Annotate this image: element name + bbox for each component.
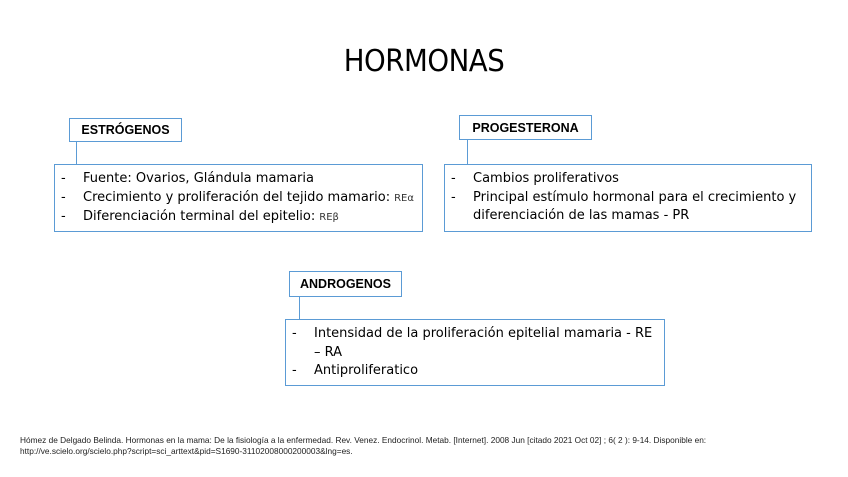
list-item-text: Intensidad de la proliferación epitelial mamaria - RE – RA [314, 326, 653, 360]
list-item [451, 189, 803, 226]
list-item-text: Crecimiento y proliferación del tejido mamario: [83, 189, 391, 205]
bullet-dash: - [451, 171, 456, 186]
androgenos-label-text: ANDROGENOS [300, 277, 391, 291]
androgenos-label [289, 271, 402, 297]
bullet-dash: - [61, 171, 66, 186]
androgenos-connector [299, 297, 300, 319]
bullet-dash: - [292, 363, 297, 378]
list-item [61, 208, 414, 228]
list-item [61, 189, 414, 209]
estrogenos-label-text: ESTRÓGENOS [81, 123, 170, 137]
estrogenos-label [69, 118, 182, 142]
list-item-text: Ovarios, Glándula mamaria [131, 171, 314, 186]
bullet-dash: - [292, 326, 297, 341]
reference-citation [20, 435, 830, 457]
progesterona-label [459, 115, 592, 140]
progesterona-label-text: PROGESTERONA [472, 120, 579, 135]
list-item [451, 170, 803, 189]
receptor-symbol: REα [394, 192, 414, 204]
list-item-text: Principal estímulo hormonal para el crecimiento y diferenciación de las mamas - PR [473, 189, 797, 223]
estrogenos-connector [76, 142, 77, 164]
bullet-dash: - [61, 189, 66, 205]
estrogenos-box [54, 164, 423, 232]
list-item-text: Antiproliferatico [314, 363, 419, 378]
receptor-symbol: REβ [319, 212, 339, 223]
reference-link[interactable]: http://ve.scielo.org/scielo.php?script=sci_arttext&pid=S1690-31102008000200003&lng=es. [20, 446, 353, 456]
list-item-text: Cambios proliferativos [473, 171, 619, 186]
list-item [61, 170, 414, 189]
progesterona-box [444, 164, 812, 232]
list-item [292, 362, 656, 381]
bullet-dash: - [451, 189, 456, 205]
reference-line: Hómez de Delgado Belinda. Hormonas en la mama: De la fisiología a la enfermedad. Rev. Venez. Endocrinol. Metab. [Internet]. 2008 Jun [citado 2021 Oct 02] ; 6( 2 ): 9-14. Disponible en: [20, 435, 707, 445]
list-item [292, 325, 656, 362]
bullet-dash: - [61, 209, 66, 224]
androgenos-box [285, 319, 665, 386]
progesterona-connector [467, 140, 468, 164]
list-item-bold: Fuente: [83, 171, 132, 186]
list-item-text: Diferenciación terminal del epitelio: [83, 209, 316, 224]
page-title: HORMONAS [343, 44, 505, 79]
